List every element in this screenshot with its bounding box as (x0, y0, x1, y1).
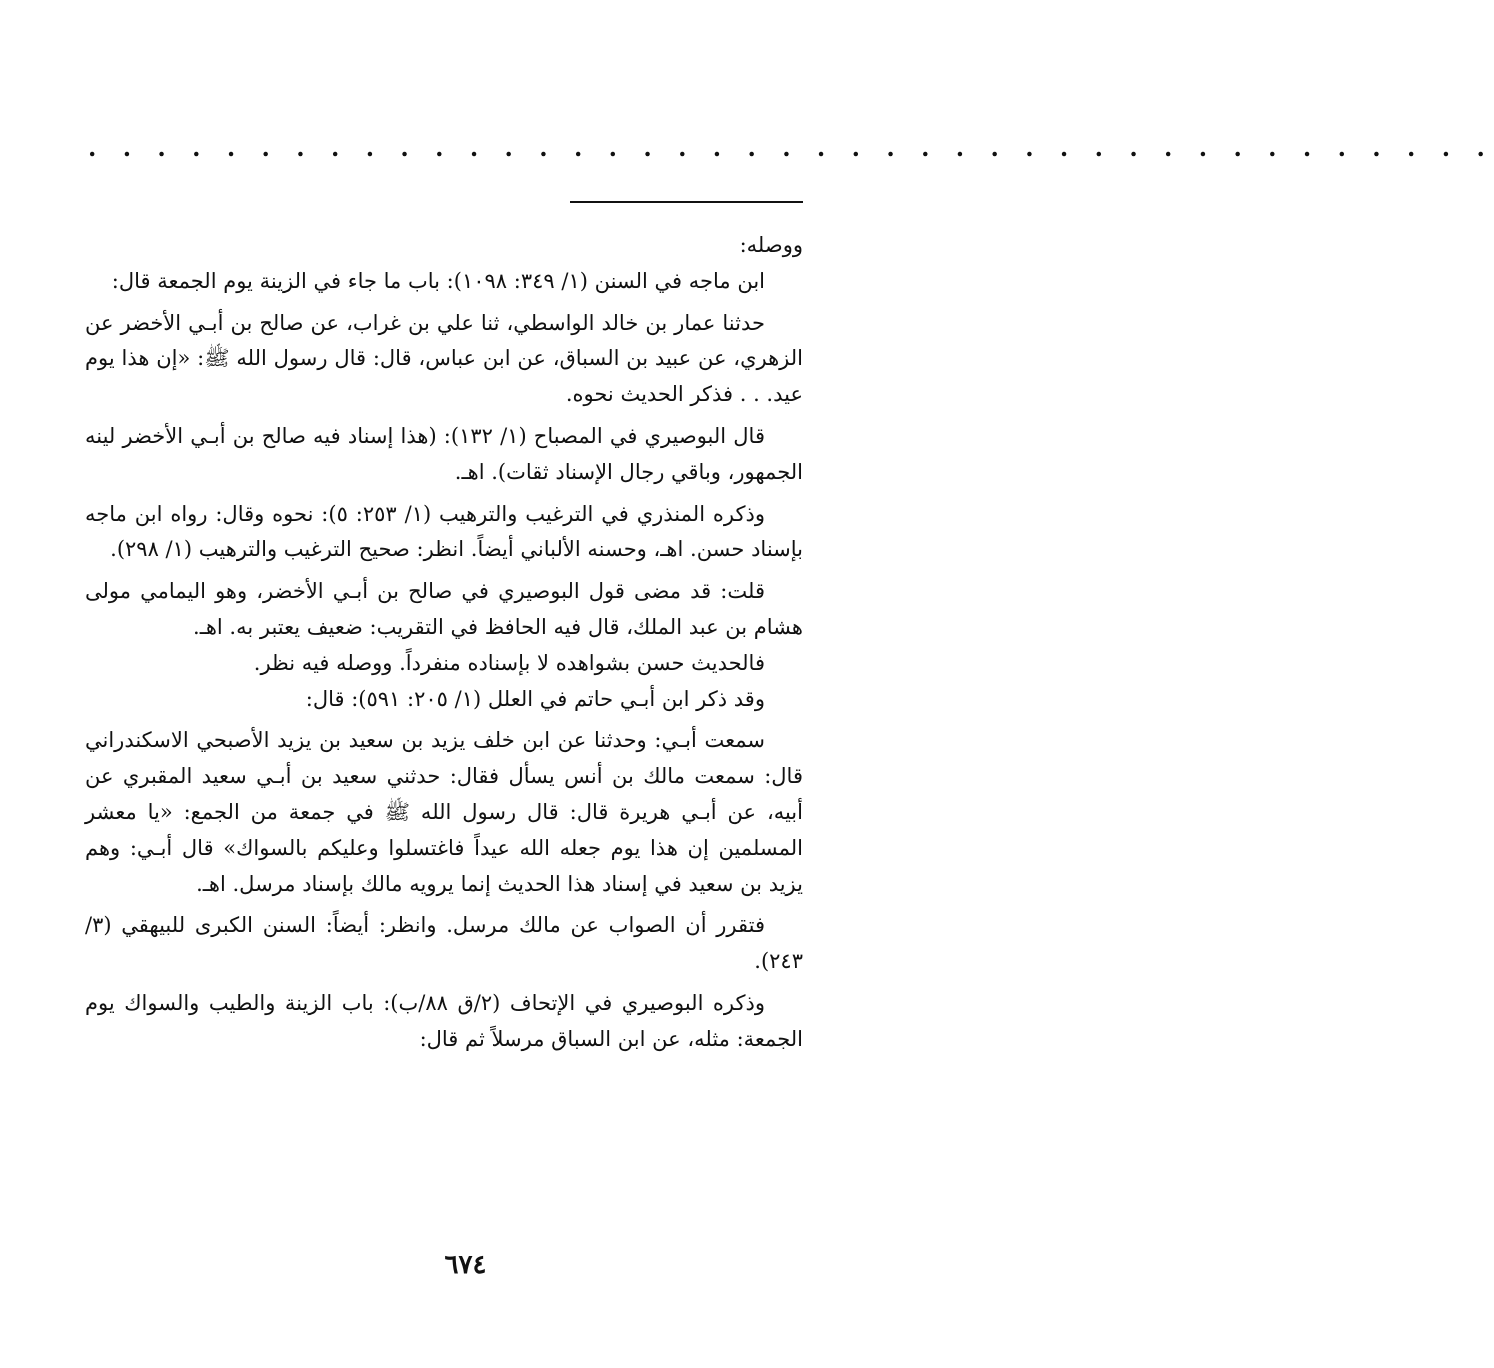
paragraph-5: وذكره المنذري في الترغيب والترهيب (١/ ٢٥٣: ٥): نحوه وقال: رواه ابن ماجه بإسناد حسن. اهـ، وحسنه الألباني أيضاً. انظر: صحيح الترغيب والترهيب (١/ ٢٩٨). (85, 501, 803, 562)
footnote-rule (570, 201, 803, 203)
paragraph-11: وذكره البوصيري في الإتحاف (٢/ق ٨٨/ب): باب الزينة والطيب والسواك يوم الجمعة: مثله، عن ابن السباق مرسلاً ثم قال: (85, 990, 803, 1051)
paragraph-10: فتقرر أن الصواب عن مالك مرسل. وانظر: أيضاً: السنن الكبرى للبيهقي (٣/ ٢٤٣). (85, 913, 803, 974)
paragraph-8: وقد ذكر ابن أبـي حاتم في العلل (١/ ٢٠٥: ٥٩١): قال: (305, 686, 765, 711)
paragraph-9: سمعت أبـي: وحدثنا عن ابن خلف يزيد بن سعيد بن يزيد الأصبحي الاسكندراني قال: سمعت مالك بن أنس يسأل فقال: حدثني سعيد بن أبـي سعيد المقبري عن أبيه، عن أبـي هريرة قال: قال رسول الله ﷺ في جمعة من الجمع: «يا معشر المسلمين إن هذا يوم جعله الله عيداً فاغتسلوا وعليكم بالسواك» قال أبـي: وهم يزيد بن سعيد في إسناد هذا الحديث إنما يرويه مالك بإسناد مرسل. اهـ. (85, 728, 803, 896)
paragraph-3: حدثنا عمار بن خالد الواسطي، ثنا علي بن غراب، عن صالح بن أبـي الأخضر عن الزهري، عن عبيد بن السباق، عن ابن عباس، قال: قال رسول الله ﷺ: «إن هذا يوم عيد. . . فذكر الحديث نحوه. (85, 310, 803, 407)
paragraph-7: فالحديث حسن بشواهده لا بإسناده منفرداً. ووصله فيه نظر. (253, 650, 765, 675)
body-text (85, 228, 803, 1058)
paragraph-2: ابن ماجه في السنن (١/ ٣٤٩: ١٠٩٨): باب ما جاء في الزينة يوم الجمعة قال: (111, 268, 765, 293)
paragraph-6: قلت: قد مضى قول البوصيري في صالح بن أبـي الأخضر، وهو اليمامي مولى هشام بن عبد الملك، قال فيه الحافظ في التقريب: ضعيف يعتبر به. اهـ. (85, 579, 803, 639)
dotted-separator: . . . . . . . . . . . . . . . . . . . . . . . . . . . . . . . . . . . . . . . . . (88, 133, 1494, 162)
paragraph-1: ووصله: (739, 233, 803, 257)
paragraph-4: قال البوصيري في المصباح (١/ ١٣٢): (هذا إسناد فيه صالح بن أبـي الأخضر لينه الجمهور، وباقي رجال الإسناد ثقات). اهـ. (85, 423, 803, 484)
page-number: ٦٧٤ (444, 1250, 487, 1280)
